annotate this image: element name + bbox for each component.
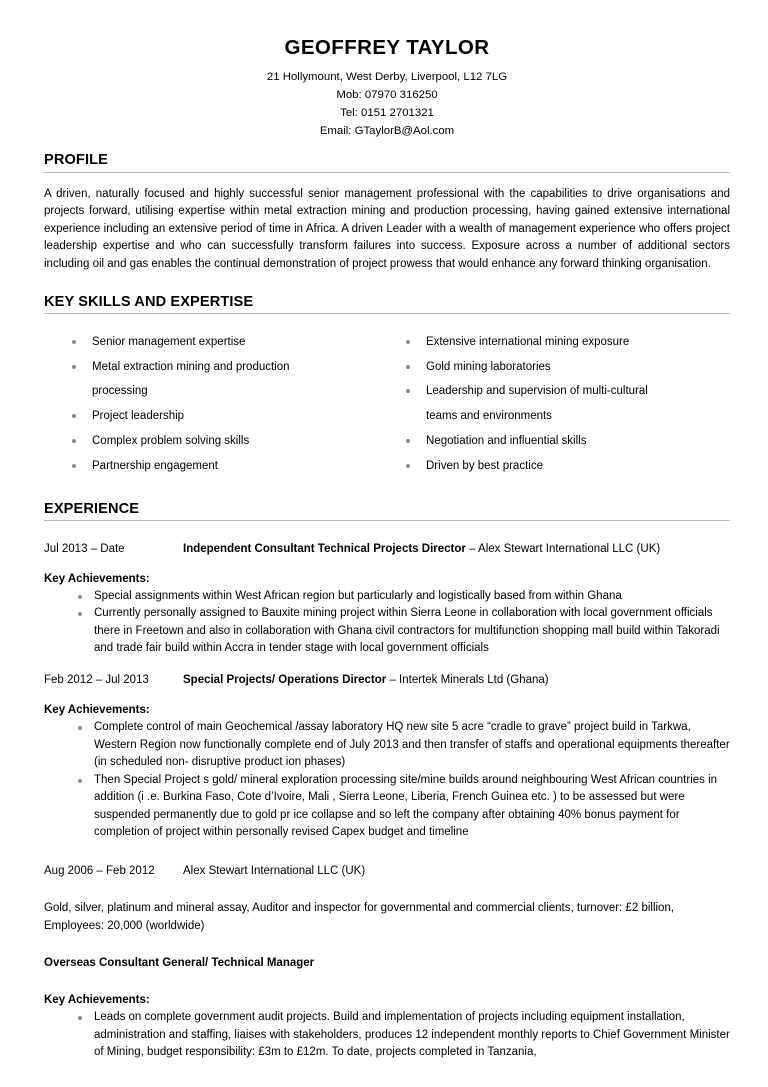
achievements-list bbox=[44, 719, 730, 841]
contact-telephone: Tel: 0151 2701321 bbox=[340, 107, 434, 119]
profile-paragraph: A driven, naturally focused and highly successful senior management professional with the capabilities to drive organisations and projects forward, utilising expertise within metal extraction mining and production processing, having gained extensive international experience including an extensive period of time in Africa. A driven Leader with a wealth of management experience who offers project leadership expertise and who can successfully transform failures into success. Exposure across a number of additional sectors including oil and gas enables the continual demonstration of project prowess that would enhance any forward thinking organisation. bbox=[44, 187, 730, 271]
skill-item: Driven by best practice bbox=[404, 454, 730, 479]
achievement-item: Complete control of main Geochemical /assay laboratory HQ new site 5 acre “cradle to grave” project build in Tarkwa, Western Region now functionally complete end of July 2013 and then transfer of staffs and operational equipments thereafter (in scheduled non- disruptive product ion phases) bbox=[44, 719, 730, 771]
job-date-range: Aug 2006 – Feb 2012 bbox=[44, 865, 155, 878]
key-achievements-label: Key Achievements: bbox=[44, 704, 150, 717]
job-date-range: Jul 2013 – Date bbox=[44, 542, 125, 555]
contact-mobile: Mob: 07970 316250 bbox=[336, 88, 438, 101]
skills-column-left bbox=[44, 330, 387, 479]
job-date-range: Feb 2012 – Jul 2013 bbox=[44, 674, 149, 687]
skill-item: Gold mining laboratories bbox=[404, 355, 730, 380]
contact-address: 21 Hollymount, West Derby, Liverpool, L12 7LG bbox=[266, 70, 508, 83]
job-title-and-company bbox=[183, 541, 730, 558]
skill-item: Leadership and supervision of multi-cultural bbox=[404, 379, 730, 404]
skills-columns bbox=[44, 330, 730, 479]
achievement-item: Currently personally assigned to Bauxite mining project within Sierra Leone in collaboration with local government officials there in Freetown and also in collaboration with Ghana civil contractors for multifunction shopping mall build within Takoradi and trade fair build within Accra in tender stage with local government officials bbox=[44, 605, 730, 657]
job-title: Independent Consultant Technical Projects Director bbox=[183, 542, 466, 555]
experience-entry-header bbox=[44, 863, 730, 880]
skill-item: Senior management expertise bbox=[70, 330, 387, 355]
achievements-list bbox=[44, 588, 730, 658]
job-company: – Intertek Minerals Ltd (Ghana) bbox=[386, 674, 549, 687]
experience-entry-header bbox=[44, 541, 730, 558]
key-achievements-label: Key Achievements: bbox=[44, 994, 150, 1007]
skills-column-right bbox=[387, 330, 730, 479]
section-heading-experience: EXPERIENCE bbox=[44, 500, 730, 521]
job-company: Alex Stewart International LLC (UK) bbox=[183, 865, 366, 878]
job-company: – Alex Stewart International LLC (UK) bbox=[465, 542, 661, 555]
contact-email: Email: GTaylorB@Aol.com bbox=[319, 125, 455, 138]
job-title: Special Projects/ Operations Director bbox=[183, 674, 387, 687]
skill-item-continuation: processing bbox=[92, 385, 148, 398]
skill-item: Metal extraction mining and production bbox=[70, 355, 387, 380]
job-subtitle: Overseas Consultant General/ Technical Manager bbox=[44, 957, 315, 970]
skill-item: Project leadership bbox=[70, 404, 387, 429]
skill-item: Partnership engagement bbox=[70, 454, 387, 479]
experience-entry-header bbox=[44, 672, 730, 689]
company-description: Gold, silver, platinum and mineral assay, Auditor and inspector for governmental and commercial clients, turnover: £2 billion, Employees: 20,000 (worldwide) bbox=[44, 902, 675, 932]
candidate-name: GEOFFREY TAYLOR bbox=[284, 36, 490, 59]
resume-header bbox=[44, 36, 730, 140]
achievement-item: Leads on complete government audit projects. Build and implementation of projects including equipment installation, administration and staffing, liaises with stakeholders, produces 12 independent monthly reports to Chief Government Minister of Mining, budget responsibility: £3m to £12m. To date, projects completed in Tanzania, bbox=[44, 1009, 730, 1061]
key-achievements-label: Key Achievements: bbox=[44, 572, 150, 585]
skill-item: Extensive international mining exposure bbox=[404, 330, 730, 355]
section-heading-key-skills: KEY SKILLS AND EXPERTISE bbox=[44, 293, 730, 314]
achievement-item: Special assignments within West African region but particularly and logistically based from within Ghana bbox=[44, 588, 730, 605]
job-title-and-company bbox=[183, 672, 730, 689]
section-heading-profile: PROFILE bbox=[44, 151, 730, 172]
achievement-item: Then Special Project s gold/ mineral exploration processing site/mine builds around neighbouring West African countries in addition (i .e. Burkina Faso, Cote d’Ivoire, Mali , Sierra Leone, Liberia, French Guinea etc. ) to be assessed but were suspended permanently due to gold pr ice collapse and so left the company after obtaining 40% bonus payment for completion of project within personally revised Capex budget and timeline bbox=[44, 772, 730, 842]
skill-item: Negotiation and influential skills bbox=[404, 429, 730, 454]
skill-item: Complex problem solving skills bbox=[70, 429, 387, 454]
achievements-list bbox=[44, 1009, 730, 1061]
skill-item-continuation: teams and environments bbox=[426, 410, 552, 423]
